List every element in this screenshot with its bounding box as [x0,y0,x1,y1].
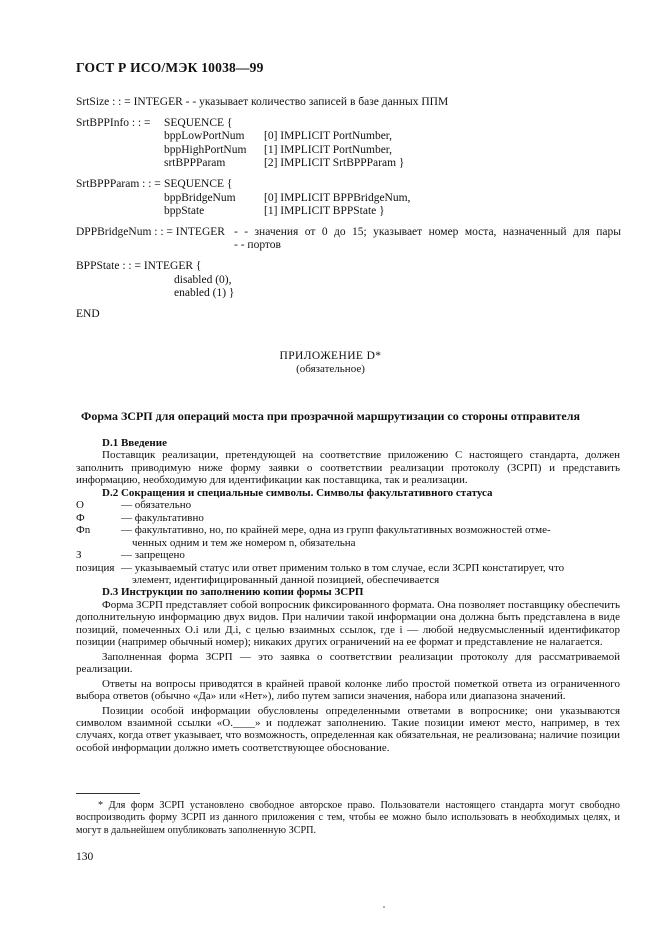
body-text [76,437,620,754]
symbol-row: О — обязательно [76,499,192,512]
code-line-bppstate: BPPState : : = INTEGER { [76,259,202,272]
code-line-end: END [76,307,100,320]
code-field-row: srtBPPParam [2] IMPLICIT SrtBPPParam } [164,157,405,170]
code-field-row: bppBridgeNum [0] IMPLICIT BPPBridgeNum, [164,191,411,204]
form-title: Форма ЗСРП для операций моста при прозрачной маршрутизации со стороны отправителя [81,409,580,423]
code-line-srtsize: SrtSize : : = INTEGER - - указывает количество записей в базе данных ППМ [76,96,449,108]
symbol-row: З — запрещено [76,549,185,562]
paragraph: Позиции особой информации обусловлены определенными ответами в вопроснике; они указываются символом взаимной ссылки «О.____» и подлежат заполнению. Такие позиции имеют место, например, в тех случаях, когда ответ указывает, что возможность, определенная как обязательная, не реализована; наличие позиции особой информации должно иметь соответствующее обоснование. [76,704,620,754]
code-line-srtbppinfo: SrtBPPInfo : : = SEQUENCE { [76,116,233,129]
footnote-divider [76,793,140,794]
code-field-row: bppHighPortNum [1] IMPLICIT PortNumber, [164,143,393,156]
symbol-row: Ф — факультативно [76,511,204,524]
asn1-code-block [76,96,621,321]
code-line-dpp-cont: - - портов [234,239,281,252]
scan-speck [383,906,385,908]
code-line-dppbridgenum: DPPBridgeNum : : = INTEGER - - значения от 0 до 15; указывает номер моста, назначенный для пары [76,225,621,238]
code-line-srtbppparam: SrtBPPParam : : = SEQUENCE { [76,177,233,190]
section-heading-d1: D.1 Введение [102,437,167,449]
symbol-row: позиция — указываемый статус или ответ применим только в том случае, если ЗСРП констатирует, что элемент, идентифицированный данной позицией, обеспечивается [76,561,565,586]
paragraph: Заполненная форма ЗСРП — это заявка о соответствии реализации протоколу для рассматриваемой реализации. [76,650,620,676]
paragraph: Ответы на вопросы приводятся в крайней правой колонке либо простой пометкой ответа из ограниченного выбора ответов (обычно «Да» или «Нет»), либо путем записи значения, набора или диапазона значений. [76,677,620,703]
standard-header: ГОСТ Р ИСО/МЭК 10038—99 [76,60,264,75]
appendix-title: ПРИЛОЖЕНИЕ D* [279,350,382,362]
paragraph: Поставщик реализации, претендующей на соответствие приложению C настоящего стандарта, должен заполнить приводимую ниже форму заявки о соответствии реализации протоколу (ЗСРП) и представить информацию, необходимую для идентификации как поставщика, так и реализации. [76,449,620,487]
paragraph: Форма ЗСРП представляет собой вопросник фиксированного формата. Она позволяет поставщику обеспечить дополнительную информацию двух видов. При наличии такой информации она должна быть представлена в виде позиций, помеченных О.i или Д.i, с целью взаимных ссылок, где i — любой недвусмысленный идентификатор позиции (например обычный номер); никаких других ограничений на ее формат и представление не налагается. [76,598,620,649]
code-enum-row: disabled (0), [174,273,232,286]
section-heading-d2: D.2 Сокращения и специальные символы. Символы факультативного статуса [102,486,493,499]
code-field-row: bppLowPortNum [0] IMPLICIT PortNumber, [164,130,393,143]
code-field-row: bppState [1] IMPLICIT BPPState } [164,205,385,218]
footnote: * Для форм ЗСРП установлено свободное авторское право. Пользователи настоящего стандарта могут свободно воспроизводить форму ЗСРП из данного приложения с тем, чтобы ее можно было использовать в необходимых целях, и могут в дальнейшем опубликовать заполненную ЗСРП. [76,800,620,836]
symbol-row: Фn — факультативно, но, по крайней мере, одна из групп факультативных возможностей отме- ченных одним и тем же номером n, обязательна [76,524,551,549]
appendix-subtitle: (обязательное) [296,363,365,375]
code-enum-row: enabled (1) } [174,287,235,300]
page-number: 130 [76,851,94,863]
section-heading-d3: D.3 Инструкции по заполнению копии формы ЗСРП [102,586,364,599]
